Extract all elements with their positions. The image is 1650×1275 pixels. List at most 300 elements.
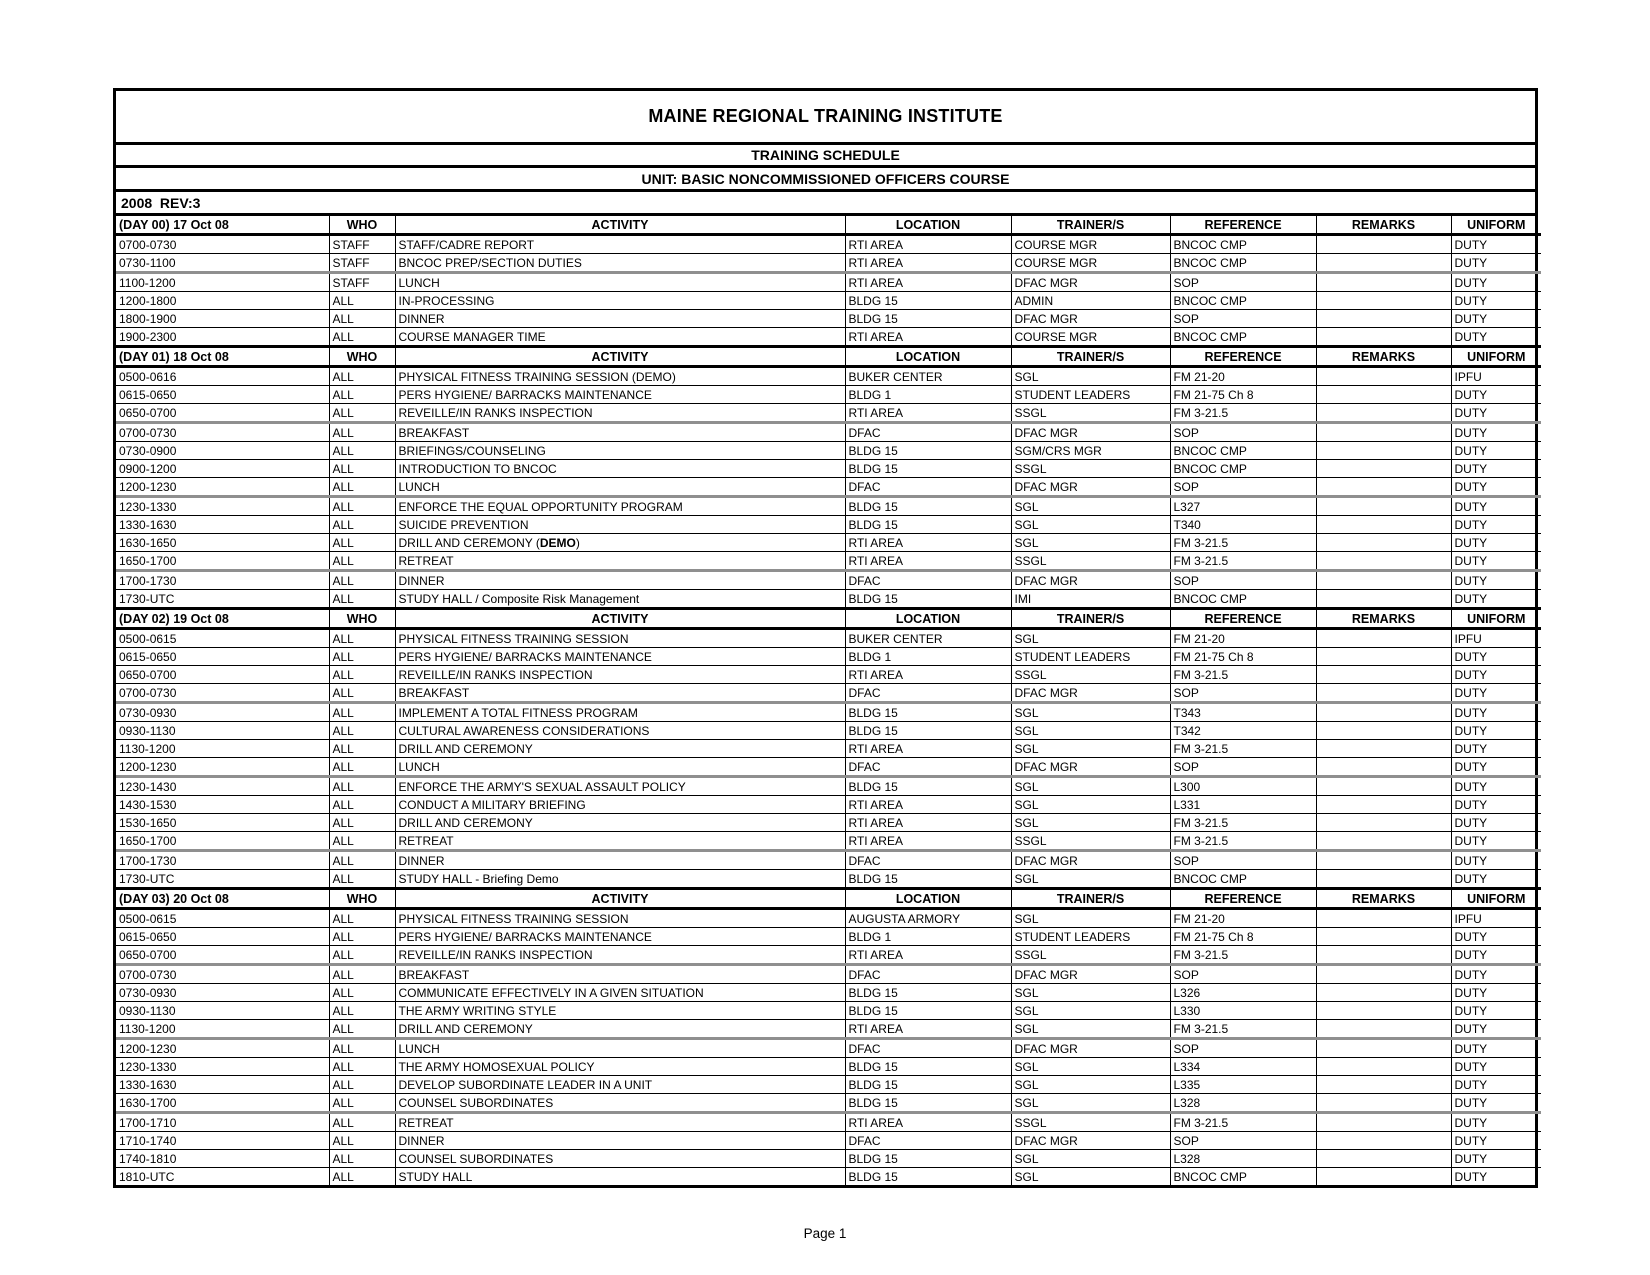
cell-remarks	[1316, 870, 1451, 889]
cell-uniform: DUTY	[1451, 965, 1541, 984]
cell-location: BLDG 15	[845, 1150, 1011, 1168]
cell-location: DFAC	[845, 1039, 1011, 1058]
cell-activity: BNCOC PREP/SECTION DUTIES	[395, 254, 845, 273]
cell-location: RTI AREA	[845, 534, 1011, 552]
cell-trainer: SGL	[1011, 1002, 1170, 1020]
cell-trainer: SGL	[1011, 534, 1170, 552]
cell-location: RTI AREA	[845, 328, 1011, 347]
schedule-row	[116, 1002, 1541, 1020]
cell-location: RTI AREA	[845, 740, 1011, 758]
cell-who: ALL	[329, 928, 395, 946]
schedule-row	[116, 1113, 1541, 1132]
column-header: LOCATION	[845, 347, 1011, 367]
cell-trainer: IMI	[1011, 590, 1170, 609]
cell-trainer: STUDENT LEADERS	[1011, 928, 1170, 946]
cell-uniform: DUTY	[1451, 497, 1541, 516]
cell-trainer: COURSE MGR	[1011, 254, 1170, 273]
cell-trainer: SGL	[1011, 1094, 1170, 1113]
day-label: (DAY 00) 17 Oct 08	[116, 216, 329, 235]
cell-trainer: STUDENT LEADERS	[1011, 648, 1170, 666]
schedule-table	[116, 216, 1541, 1185]
cell-who: ALL	[329, 460, 395, 478]
cell-uniform: DUTY	[1451, 328, 1541, 347]
cell-remarks	[1316, 1002, 1451, 1020]
cell-time: 0650-0700	[116, 946, 329, 965]
cell-trainer: SGL	[1011, 722, 1170, 740]
cell-activity: COUNSEL SUBORDINATES	[395, 1150, 845, 1168]
cell-remarks	[1316, 367, 1451, 386]
cell-reference: L328	[1170, 1150, 1316, 1168]
cell-remarks	[1316, 460, 1451, 478]
cell-activity: THE ARMY WRITING STYLE	[395, 1002, 845, 1020]
cell-who: ALL	[329, 1058, 395, 1076]
cell-uniform: DUTY	[1451, 1132, 1541, 1150]
cell-location: BLDG 1	[845, 928, 1011, 946]
cell-reference: FM 3-21.5	[1170, 1020, 1316, 1039]
cell-reference: L331	[1170, 796, 1316, 814]
cell-location: RTI AREA	[845, 666, 1011, 684]
cell-activity: LUNCH	[395, 758, 845, 777]
cell-time: 1230-1330	[116, 497, 329, 516]
cell-location: BLDG 15	[845, 310, 1011, 328]
cell-location: BUKER CENTER	[845, 367, 1011, 386]
cell-remarks	[1316, 666, 1451, 684]
cell-time: 0930-1130	[116, 1002, 329, 1020]
cell-trainer: SGL	[1011, 796, 1170, 814]
column-header: TRAINER/S	[1011, 216, 1170, 235]
cell-remarks	[1316, 814, 1451, 832]
cell-reference: BNCOC CMP	[1170, 870, 1316, 889]
cell-reference: SOP	[1170, 273, 1316, 292]
cell-activity: RETREAT	[395, 552, 845, 571]
cell-reference: FM 21-20	[1170, 909, 1316, 928]
column-header: ACTIVITY	[395, 347, 845, 367]
cell-reference: BNCOC CMP	[1170, 328, 1316, 347]
cell-time: 0650-0700	[116, 666, 329, 684]
cell-activity: BREAKFAST	[395, 965, 845, 984]
cell-remarks	[1316, 1058, 1451, 1076]
schedule-row	[116, 497, 1541, 516]
cell-uniform: DUTY	[1451, 1039, 1541, 1058]
cell-uniform: DUTY	[1451, 590, 1541, 609]
cell-location: BLDG 1	[845, 648, 1011, 666]
cell-who: ALL	[329, 1039, 395, 1058]
cell-remarks	[1316, 254, 1451, 273]
cell-location: RTI AREA	[845, 814, 1011, 832]
cell-activity: REVEILLE/IN RANKS INSPECTION	[395, 946, 845, 965]
column-header: REMARKS	[1316, 609, 1451, 629]
cell-trainer: SGL	[1011, 703, 1170, 722]
column-header: ACTIVITY	[395, 216, 845, 235]
schedule-row	[116, 423, 1541, 442]
cell-location: RTI AREA	[845, 946, 1011, 965]
cell-activity	[395, 534, 845, 552]
column-header: REMARKS	[1316, 347, 1451, 367]
cell-reference: FM 3-21.5	[1170, 740, 1316, 758]
cell-who: ALL	[329, 497, 395, 516]
cell-time: 0650-0700	[116, 404, 329, 423]
cell-location: BLDG 15	[845, 722, 1011, 740]
document-subtitle: TRAINING SCHEDULE	[116, 145, 1535, 168]
document-title: MAINE REGIONAL TRAINING INSTITUTE	[116, 91, 1535, 145]
cell-uniform: DUTY	[1451, 777, 1541, 796]
cell-trainer: SGL	[1011, 909, 1170, 928]
cell-remarks	[1316, 1132, 1451, 1150]
cell-time: 1430-1530	[116, 796, 329, 814]
cell-uniform: DUTY	[1451, 1113, 1541, 1132]
cell-uniform: DUTY	[1451, 310, 1541, 328]
cell-who: ALL	[329, 1150, 395, 1168]
schedule-row	[116, 758, 1541, 777]
cell-reference: BNCOC CMP	[1170, 590, 1316, 609]
column-header: REMARKS	[1316, 889, 1451, 909]
column-header: WHO	[329, 347, 395, 367]
cell-who: ALL	[329, 571, 395, 590]
schedule-row	[116, 777, 1541, 796]
cell-activity: ENFORCE THE EQUAL OPPORTUNITY PROGRAM	[395, 497, 845, 516]
schedule-row	[116, 965, 1541, 984]
cell-uniform: DUTY	[1451, 814, 1541, 832]
cell-remarks	[1316, 722, 1451, 740]
cell-activity: DRILL AND CEREMONY	[395, 1020, 845, 1039]
cell-location: DFAC	[845, 851, 1011, 870]
column-header: REFERENCE	[1170, 216, 1316, 235]
cell-who: ALL	[329, 367, 395, 386]
activity-part: DRILL AND CEREMONY (	[398, 535, 540, 550]
cell-activity: PERS HYGIENE/ BARRACKS MAINTENANCE	[395, 928, 845, 946]
cell-remarks	[1316, 777, 1451, 796]
schedule-row	[116, 870, 1541, 889]
cell-activity: PERS HYGIENE/ BARRACKS MAINTENANCE	[395, 648, 845, 666]
cell-activity: COMMUNICATE EFFECTIVELY IN A GIVEN SITUATION	[395, 984, 845, 1002]
cell-who: ALL	[329, 777, 395, 796]
cell-location: BLDG 15	[845, 516, 1011, 534]
cell-location: BLDG 15	[845, 1076, 1011, 1094]
cell-time: 1100-1200	[116, 273, 329, 292]
cell-time: 0730-0930	[116, 984, 329, 1002]
cell-who: ALL	[329, 478, 395, 497]
cell-time: 0615-0650	[116, 928, 329, 946]
cell-uniform: DUTY	[1451, 404, 1541, 423]
cell-reference: FM 3-21.5	[1170, 404, 1316, 423]
cell-uniform: DUTY	[1451, 235, 1541, 254]
cell-uniform: DUTY	[1451, 460, 1541, 478]
day-label: (DAY 01) 18 Oct 08	[116, 347, 329, 367]
cell-who: ALL	[329, 1076, 395, 1094]
cell-location: DFAC	[845, 965, 1011, 984]
cell-remarks	[1316, 552, 1451, 571]
cell-reference: FM 3-21.5	[1170, 946, 1316, 965]
schedule-row	[116, 552, 1541, 571]
cell-trainer: DFAC MGR	[1011, 965, 1170, 984]
schedule-row	[116, 1132, 1541, 1150]
schedule-row	[116, 328, 1541, 347]
cell-activity: LUNCH	[395, 478, 845, 497]
cell-remarks	[1316, 1020, 1451, 1039]
cell-reference: SOP	[1170, 478, 1316, 497]
activity-bold-part: DEMO	[539, 535, 576, 550]
schedule-row	[116, 292, 1541, 310]
cell-remarks	[1316, 534, 1451, 552]
cell-time: 0700-0730	[116, 965, 329, 984]
cell-uniform: DUTY	[1451, 442, 1541, 460]
column-header: LOCATION	[845, 609, 1011, 629]
cell-reference: T343	[1170, 703, 1316, 722]
revision-line: 2008 REV:3	[116, 192, 1535, 216]
cell-remarks	[1316, 851, 1451, 870]
schedule-row	[116, 1058, 1541, 1076]
cell-time: 1330-1630	[116, 1076, 329, 1094]
cell-who: ALL	[329, 292, 395, 310]
schedule-row	[116, 534, 1541, 552]
cell-location: BLDG 15	[845, 777, 1011, 796]
cell-reference: FM 21-20	[1170, 367, 1316, 386]
cell-activity: IMPLEMENT A TOTAL FITNESS PROGRAM	[395, 703, 845, 722]
cell-time: 1650-1700	[116, 832, 329, 851]
cell-uniform: DUTY	[1451, 1020, 1541, 1039]
cell-activity: PERS HYGIENE/ BARRACKS MAINTENANCE	[395, 386, 845, 404]
cell-time: 1530-1650	[116, 814, 329, 832]
cell-remarks	[1316, 478, 1451, 497]
cell-uniform: IPFU	[1451, 629, 1541, 648]
cell-location: RTI AREA	[845, 1113, 1011, 1132]
cell-remarks	[1316, 1168, 1451, 1186]
column-header: LOCATION	[845, 216, 1011, 235]
cell-activity: INTRODUCTION TO BNCOC	[395, 460, 845, 478]
cell-activity: STUDY HALL / Composite Risk Management	[395, 590, 845, 609]
cell-time: 0900-1200	[116, 460, 329, 478]
cell-trainer: SGL	[1011, 629, 1170, 648]
cell-trainer: SGL	[1011, 497, 1170, 516]
cell-activity: DRILL AND CEREMONY	[395, 740, 845, 758]
cell-remarks	[1316, 758, 1451, 777]
cell-time: 1130-1200	[116, 740, 329, 758]
cell-uniform: DUTY	[1451, 292, 1541, 310]
cell-remarks	[1316, 386, 1451, 404]
cell-location: RTI AREA	[845, 404, 1011, 423]
cell-uniform: DUTY	[1451, 1058, 1541, 1076]
cell-who: ALL	[329, 1132, 395, 1150]
schedule-row	[116, 832, 1541, 851]
cell-activity: COURSE MANAGER TIME	[395, 328, 845, 347]
cell-activity: DINNER	[395, 851, 845, 870]
cell-time: 1630-1700	[116, 1094, 329, 1113]
cell-reference: FM 21-75 Ch 8	[1170, 386, 1316, 404]
cell-reference: L334	[1170, 1058, 1316, 1076]
cell-reference: FM 3-21.5	[1170, 666, 1316, 684]
cell-location: DFAC	[845, 684, 1011, 703]
cell-trainer: SSGL	[1011, 666, 1170, 684]
cell-uniform: DUTY	[1451, 534, 1541, 552]
cell-uniform: DUTY	[1451, 1094, 1541, 1113]
schedule-row	[116, 367, 1541, 386]
cell-activity: PHYSICAL FITNESS TRAINING SESSION	[395, 629, 845, 648]
cell-who: ALL	[329, 946, 395, 965]
schedule-row	[116, 273, 1541, 292]
cell-trainer: COURSE MGR	[1011, 235, 1170, 254]
cell-who: ALL	[329, 516, 395, 534]
cell-time: 1230-1430	[116, 777, 329, 796]
unit-line: UNIT: BASIC NONCOMMISSIONED OFFICERS COURSE	[116, 168, 1535, 192]
schedule-row	[116, 648, 1541, 666]
column-header: WHO	[329, 889, 395, 909]
cell-trainer: DFAC MGR	[1011, 1039, 1170, 1058]
cell-trainer: SGL	[1011, 516, 1170, 534]
cell-time: 1200-1230	[116, 758, 329, 777]
column-header: TRAINER/S	[1011, 889, 1170, 909]
cell-uniform: DUTY	[1451, 386, 1541, 404]
cell-location: BLDG 15	[845, 460, 1011, 478]
cell-remarks	[1316, 1113, 1451, 1132]
cell-location: BLDG 15	[845, 1058, 1011, 1076]
cell-who: ALL	[329, 404, 395, 423]
cell-activity: REVEILLE/IN RANKS INSPECTION	[395, 404, 845, 423]
training-schedule-document	[113, 88, 1538, 1188]
cell-remarks	[1316, 796, 1451, 814]
cell-remarks	[1316, 928, 1451, 946]
cell-activity: LUNCH	[395, 273, 845, 292]
cell-uniform: DUTY	[1451, 423, 1541, 442]
cell-activity: STAFF/CADRE REPORT	[395, 235, 845, 254]
cell-reference: SOP	[1170, 1039, 1316, 1058]
schedule-row	[116, 946, 1541, 965]
day-label: (DAY 02) 19 Oct 08	[116, 609, 329, 629]
cell-time: 1200-1230	[116, 1039, 329, 1058]
cell-trainer: SSGL	[1011, 404, 1170, 423]
cell-remarks	[1316, 703, 1451, 722]
cell-time: 1710-1740	[116, 1132, 329, 1150]
cell-uniform: DUTY	[1451, 516, 1541, 534]
cell-activity: DRILL AND CEREMONY	[395, 814, 845, 832]
column-header: REFERENCE	[1170, 889, 1316, 909]
schedule-row	[116, 666, 1541, 684]
cell-reference: L300	[1170, 777, 1316, 796]
cell-trainer: SGL	[1011, 1150, 1170, 1168]
cell-remarks	[1316, 629, 1451, 648]
schedule-row	[116, 796, 1541, 814]
cell-activity: SUICIDE PREVENTION	[395, 516, 845, 534]
cell-uniform: DUTY	[1451, 552, 1541, 571]
column-header: REFERENCE	[1170, 347, 1316, 367]
cell-time: 1650-1700	[116, 552, 329, 571]
schedule-row	[116, 851, 1541, 870]
cell-trainer: SGL	[1011, 870, 1170, 889]
day-header-row	[116, 216, 1541, 235]
cell-who: ALL	[329, 984, 395, 1002]
cell-remarks	[1316, 423, 1451, 442]
cell-remarks	[1316, 740, 1451, 758]
cell-who: ALL	[329, 1020, 395, 1039]
cell-remarks	[1316, 946, 1451, 965]
cell-trainer: SGL	[1011, 777, 1170, 796]
cell-who: ALL	[329, 851, 395, 870]
cell-location: BLDG 15	[845, 292, 1011, 310]
cell-who: ALL	[329, 310, 395, 328]
cell-reference: L328	[1170, 1094, 1316, 1113]
cell-reference: BNCOC CMP	[1170, 254, 1316, 273]
cell-time: 1730-UTC	[116, 870, 329, 889]
cell-activity: RETREAT	[395, 832, 845, 851]
cell-time: 1130-1200	[116, 1020, 329, 1039]
cell-remarks	[1316, 965, 1451, 984]
cell-location: RTI AREA	[845, 254, 1011, 273]
cell-location: DFAC	[845, 758, 1011, 777]
cell-uniform: DUTY	[1451, 273, 1541, 292]
cell-uniform: DUTY	[1451, 740, 1541, 758]
cell-reference: FM 3-21.5	[1170, 552, 1316, 571]
cell-who: ALL	[329, 1002, 395, 1020]
cell-reference: L326	[1170, 984, 1316, 1002]
cell-uniform: DUTY	[1451, 1150, 1541, 1168]
schedule-row	[116, 629, 1541, 648]
schedule-row	[116, 442, 1541, 460]
cell-time: 0500-0616	[116, 367, 329, 386]
cell-reference: L335	[1170, 1076, 1316, 1094]
cell-trainer: DFAC MGR	[1011, 1132, 1170, 1150]
cell-location: RTI AREA	[845, 273, 1011, 292]
cell-reference: FM 21-75 Ch 8	[1170, 928, 1316, 946]
cell-remarks	[1316, 516, 1451, 534]
cell-location: BLDG 15	[845, 442, 1011, 460]
cell-location: RTI AREA	[845, 235, 1011, 254]
cell-location: DFAC	[845, 1132, 1011, 1150]
cell-location: BLDG 15	[845, 1168, 1011, 1186]
cell-who: ALL	[329, 1113, 395, 1132]
cell-location: BLDG 15	[845, 703, 1011, 722]
schedule-row	[116, 740, 1541, 758]
cell-remarks	[1316, 442, 1451, 460]
cell-trainer: SGL	[1011, 1168, 1170, 1186]
cell-trainer: SSGL	[1011, 460, 1170, 478]
cell-trainer: SGL	[1011, 1076, 1170, 1094]
cell-activity: PHYSICAL FITNESS TRAINING SESSION	[395, 909, 845, 928]
cell-time: 1700-1730	[116, 571, 329, 590]
cell-trainer: ADMIN	[1011, 292, 1170, 310]
cell-trainer: DFAC MGR	[1011, 273, 1170, 292]
cell-time: 0930-1130	[116, 722, 329, 740]
cell-uniform: DUTY	[1451, 648, 1541, 666]
cell-who: ALL	[329, 386, 395, 404]
cell-who: ALL	[329, 648, 395, 666]
cell-time: 0500-0615	[116, 629, 329, 648]
cell-time: 1800-1900	[116, 310, 329, 328]
cell-remarks	[1316, 1150, 1451, 1168]
schedule-row	[116, 1094, 1541, 1113]
cell-who: ALL	[329, 796, 395, 814]
cell-remarks	[1316, 909, 1451, 928]
cell-who: ALL	[329, 740, 395, 758]
cell-activity: STUDY HALL	[395, 1168, 845, 1186]
cell-location: RTI AREA	[845, 552, 1011, 571]
cell-uniform: DUTY	[1451, 684, 1541, 703]
cell-who: STAFF	[329, 254, 395, 273]
cell-time: 1630-1650	[116, 534, 329, 552]
column-header: UNIFORM	[1451, 347, 1541, 367]
cell-trainer: STUDENT LEADERS	[1011, 386, 1170, 404]
cell-location: RTI AREA	[845, 796, 1011, 814]
column-header: TRAINER/S	[1011, 347, 1170, 367]
cell-who: STAFF	[329, 235, 395, 254]
cell-location: AUGUSTA ARMORY	[845, 909, 1011, 928]
activity-part: )	[575, 535, 580, 550]
schedule-row	[116, 386, 1541, 404]
cell-activity: THE ARMY HOMOSEXUAL POLICY	[395, 1058, 845, 1076]
cell-reference: FM 3-21.5	[1170, 832, 1316, 851]
cell-who: ALL	[329, 629, 395, 648]
cell-trainer: SGL	[1011, 367, 1170, 386]
cell-activity: CONDUCT A MILITARY BRIEFING	[395, 796, 845, 814]
cell-location: BLDG 15	[845, 590, 1011, 609]
